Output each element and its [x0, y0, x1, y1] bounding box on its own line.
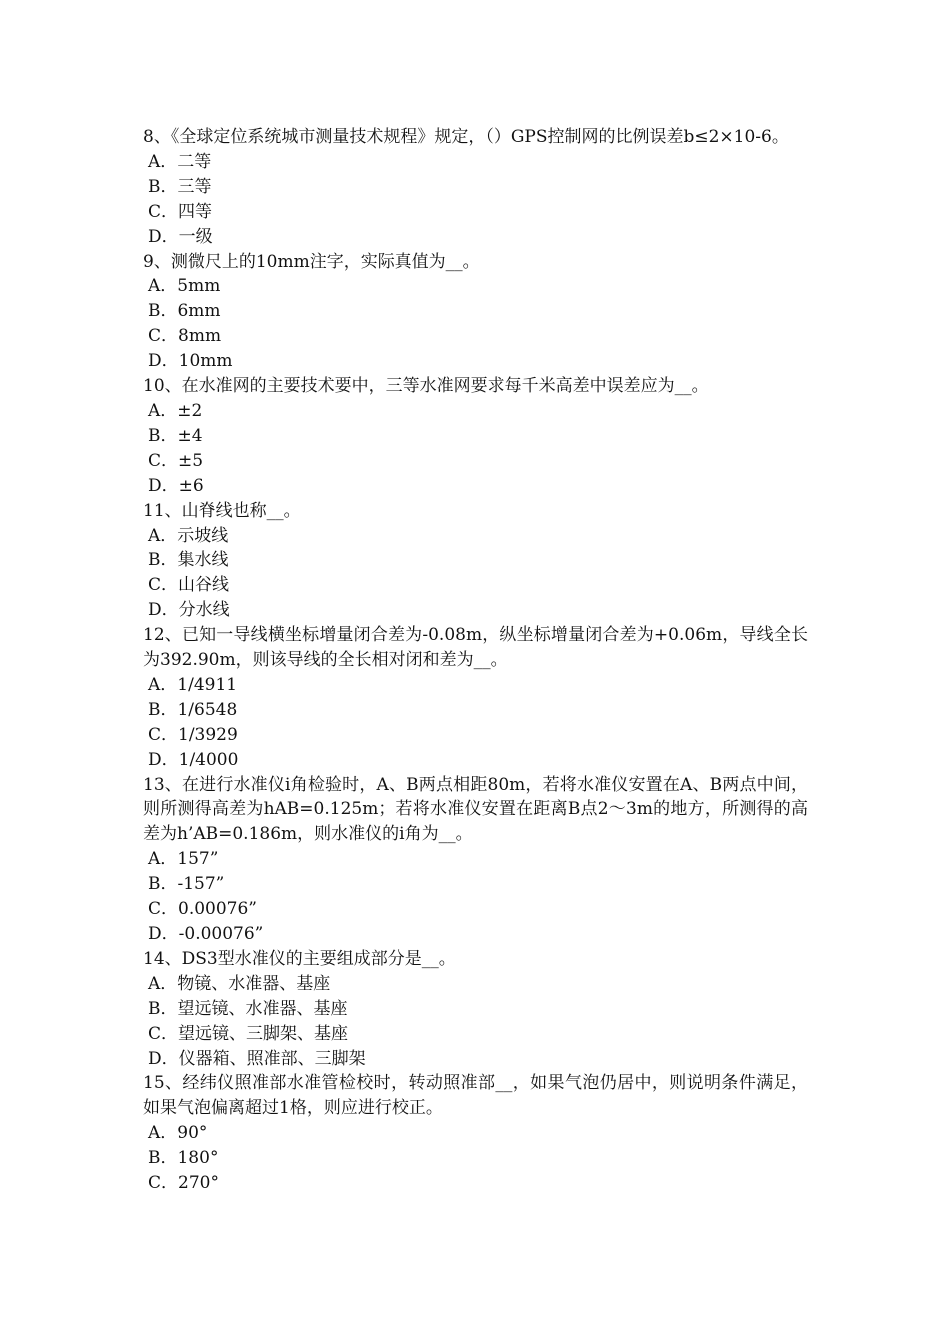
question-list — [143, 125, 808, 1196]
question-9-stem: 9、测微尺上的10mm注字，实际真值为__。 — [143, 251, 480, 272]
question-15-option-a: A．90° — [148, 1123, 208, 1144]
question-13-option-d: D．-0.00076” — [148, 924, 264, 944]
question-14-option-a: A．物镜、水准器、基座 — [148, 973, 331, 994]
question-8-option-b: B．三等 — [148, 176, 212, 197]
question-10-stem: 10、在水准网的主要技术要中，三等水准网要求每千米高差中误差应为__。 — [143, 376, 709, 397]
question-10-option-a: A．±2 — [148, 400, 203, 421]
question-14-stem: 14、DS3型水准仪的主要组成部分是__。 — [143, 948, 456, 969]
question-12-option-d: D．1/4000 — [148, 749, 239, 770]
question-11-option-c: C．山谷线 — [148, 575, 230, 596]
question-9-option-a: A．5mm — [148, 276, 221, 297]
question-13-stem: 13、在进行水准仪i角检验时，A、B两点相距80m，若将水准仪安置在A、B两点中间，则所测得高差为hAB=0.125m；若将水准仪安置在距离B点2～3m的地方，所测得的高差为h’AB=0.186m，则水准仪的i角为__。 — [143, 774, 808, 845]
question-8-option-d: D．一级 — [148, 226, 213, 247]
question-15-option-c: C．270° — [148, 1173, 219, 1194]
question-12-option-c: C．1/3929 — [148, 724, 238, 745]
question-14-option-b: B．望远镜、水准器、基座 — [148, 998, 348, 1019]
question-12-option-b: B．1/6548 — [148, 699, 238, 720]
question-10-option-b: B．±4 — [148, 425, 203, 446]
question-15-stem: 15、经纬仪照准部水准管检校时，转动照准部__，如果气泡仍居中，则说明条件满足，如果气泡偏离超过1格，则应进行校正。 — [143, 1073, 808, 1119]
question-9-option-d: D．10mm — [148, 351, 233, 372]
question-11-stem: 11、山脊线也称__。 — [143, 500, 301, 521]
question-8-option-a: A．二等 — [148, 151, 212, 172]
question-8-stem: 8、《全球定位系统城市测量技术规程》规定，（）GPS控制网的比例误差b≤2×10-6。 — [143, 127, 789, 147]
question-14-option-d: D．仪器箱、照准部、三脚架 — [148, 1048, 366, 1069]
question-9-option-b: B．6mm — [148, 301, 221, 322]
question-13-option-b: B．-157” — [148, 874, 225, 895]
question-11-option-b: B．集水线 — [148, 550, 229, 571]
question-14-option-c: C．望远镜、三脚架、基座 — [148, 1023, 349, 1044]
question-11-option-a: A．示坡线 — [148, 525, 229, 546]
question-13-option-c: C．0.00076” — [148, 899, 257, 920]
question-11-option-d: D．分水线 — [148, 600, 230, 621]
question-10-option-c: C．±5 — [148, 450, 204, 471]
question-12-stem: 12、已知一导线横坐标增量闭合差为-0.08m，纵坐标增量闭合差为+0.06m，导线全长为392.90m，则该导线的全长相对闭和差为__。 — [143, 625, 808, 671]
question-13-option-a: A．157” — [148, 849, 219, 870]
question-15-option-b: B．180° — [148, 1148, 219, 1169]
question-9-option-c: C．8mm — [148, 326, 222, 347]
question-12-option-a: A．1/4911 — [148, 674, 238, 695]
question-10-option-d: D．±6 — [148, 475, 204, 496]
question-8-option-c: C．四等 — [148, 201, 213, 222]
